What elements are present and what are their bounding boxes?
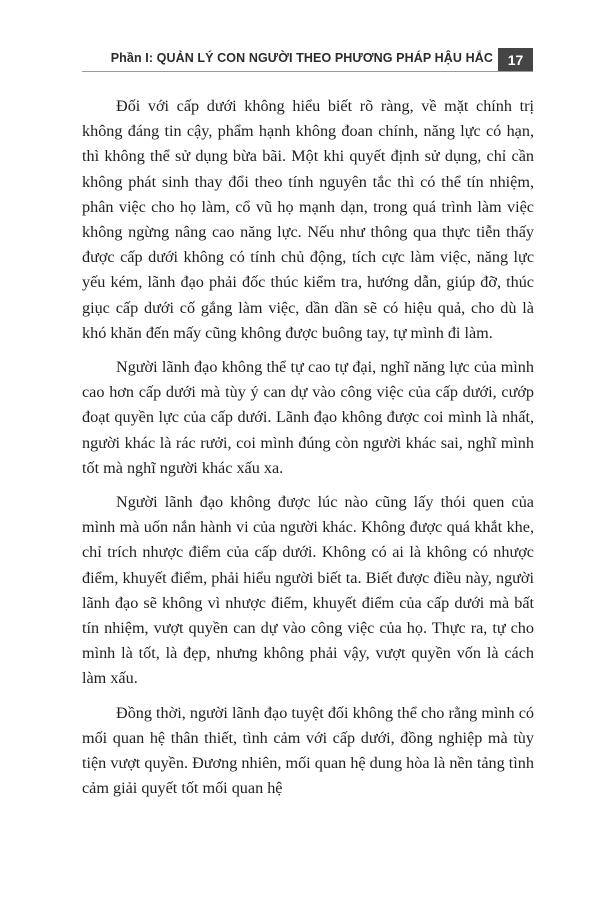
paragraph: Người lãnh đạo không thể tự cao tự đại, nghĩ năng lực của mình cao hơn cấp dưới mà tùy ý can dự vào công việc của cấp dưới, cướp đoạt quyền lực của cấp dưới. Lãnh đạo không được coi mình là nhất, người khác là rác rưởi, coi mình đúng còn người khác sai, nghĩ mình tốt mà nghĩ người khác xấu xa. [82,358,534,477]
running-header [0,48,533,70]
paragraph: Người lãnh đạo không được lúc nào cũng lấy thói quen của mình mà uốn nắn hành vi của người khác. Không được quá khắt khe, chỉ trích nhược điểm của cấp dưới. Không có ai là không có nhược điểm, khuyết điểm, phải hiểu người biết ta. Biết được điều này, người lãnh đạo sẽ không vì nhược điểm, khuyết điểm của cấp dưới mà bất tín nhiệm, vượt quyền can dự vào công việc của họ. Thực ra, tự cho mình là tốt, là đẹp, nhưng không phải vậy, vượt quyền vốn là cách làm xấu. [82,493,534,688]
chapter-title: Phần I: QUẢN LÝ CON NGƯỜI THEO PHƯƠNG PHÁP HẬU HẮC [110,51,493,65]
page-number: 17 [498,48,533,72]
paragraph: Đối với cấp dưới không hiểu biết rõ ràng, về mặt chính trị không đáng tin cậy, phẩm hạnh không đoan chính, năng lực có hạn, thì không thể sử dụng bừa bãi. Một khi quyết định sử dụng, chỉ cần không phát sinh thay đổi theo tính nguyên tắc thì có thể tín nhiệm, phân việc cho họ làm, cổ vũ họ mạnh dạn, trong quá trình làm việc không ngừng nâng cao năng lực. Nếu như thông qua thực tiễn thấy được cấp dưới không có tính chủ động, tích cực làm việc, năng lực yếu kém, lãnh đạo phải đốc thúc kiểm tra, hướng dẫn, giúp đỡ, thúc giục cấp dưới cố gắng làm việc, dần dần sẽ có hiệu quả, cho dù là khó khăn đến mấy cũng không được buông tay, tự mình đi làm. [82,97,534,342]
header-divider [82,71,533,72]
paragraph: Đồng thời, người lãnh đạo tuyệt đối không thể cho rằng mình có mối quan hệ thân thiết, tình cảm với cấp dưới, đồng nghiệp mà tùy tiện vượt quyền. Đương nhiên, mối quan hệ dung hòa là nền tảng tình cảm giải quyết tốt mối quan hệ [82,703,534,798]
body-text [82,94,534,810]
